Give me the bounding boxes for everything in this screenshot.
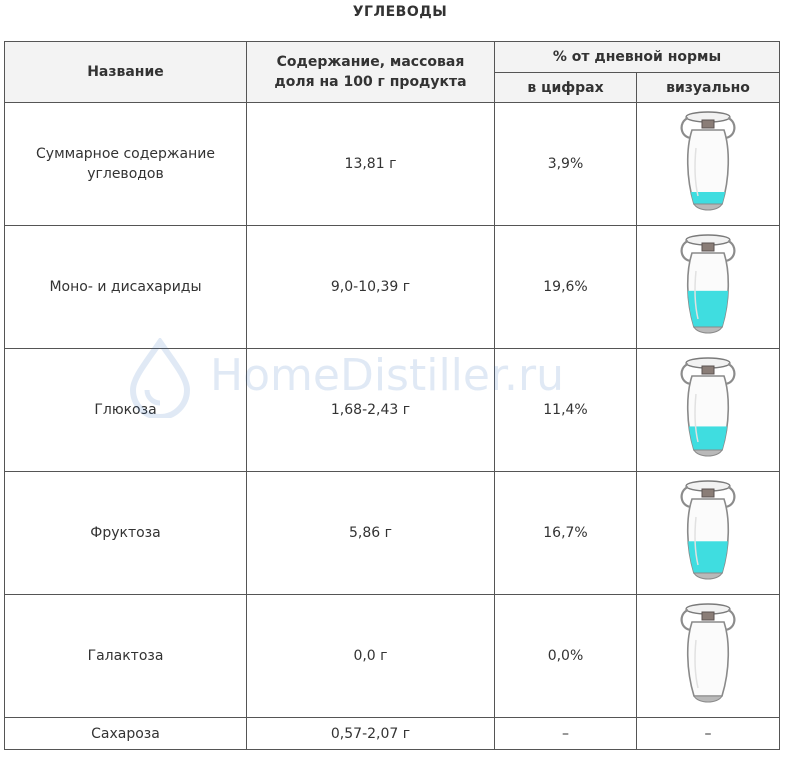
header-daily-norm: % от дневной нормы (495, 42, 780, 73)
cell-name: Галактоза (5, 595, 247, 718)
header-name: Название (5, 42, 247, 103)
cell-percent: – (495, 718, 637, 750)
cell-name: Моно- и дисахариды (5, 226, 247, 349)
table-row (5, 349, 780, 472)
cell-percent: 0,0% (495, 595, 637, 718)
header-content: Содержание, массовая доля на 100 г продукта (247, 42, 495, 103)
table-row (5, 718, 780, 750)
watermark-text: HomeDistiller.ru (210, 350, 564, 401)
cell-percent: 16,7% (495, 472, 637, 595)
cell-name: Фруктоза (5, 472, 247, 595)
carbohydrates-table (4, 41, 780, 750)
cell-visual (637, 595, 780, 718)
cell-name: Глюкоза (5, 349, 247, 472)
vase-icon (678, 354, 738, 466)
vase-icon (678, 231, 738, 343)
vase-icon (678, 600, 738, 712)
table-row (5, 103, 780, 226)
cell-visual (637, 349, 780, 472)
cell-name: Суммарное содержание углеводов (5, 103, 247, 226)
table-body (5, 103, 780, 750)
page-title: УГЛЕВОДЫ (352, 4, 448, 20)
cell-visual (637, 226, 780, 349)
header-in-numbers: в цифрах (495, 73, 637, 103)
cell-content: 0,0 г (247, 595, 495, 718)
vase-icon (678, 108, 738, 220)
cell-visual (637, 103, 780, 226)
cell-name: Сахароза (5, 718, 247, 750)
vase-icon (678, 477, 738, 589)
cell-percent: 11,4% (495, 349, 637, 472)
cell-content: 5,86 г (247, 472, 495, 595)
table-row (5, 595, 780, 718)
cell-visual: – (637, 718, 780, 750)
cell-percent: 3,9% (495, 103, 637, 226)
cell-percent: 19,6% (495, 226, 637, 349)
cell-content: 1,68-2,43 г (247, 349, 495, 472)
cell-content: 9,0-10,39 г (247, 226, 495, 349)
cell-content: 0,57-2,07 г (247, 718, 495, 750)
table-row (5, 472, 780, 595)
cell-visual (637, 472, 780, 595)
cell-content: 13,81 г (247, 103, 495, 226)
table-row (5, 226, 780, 349)
header-visual: визуально (637, 73, 780, 103)
